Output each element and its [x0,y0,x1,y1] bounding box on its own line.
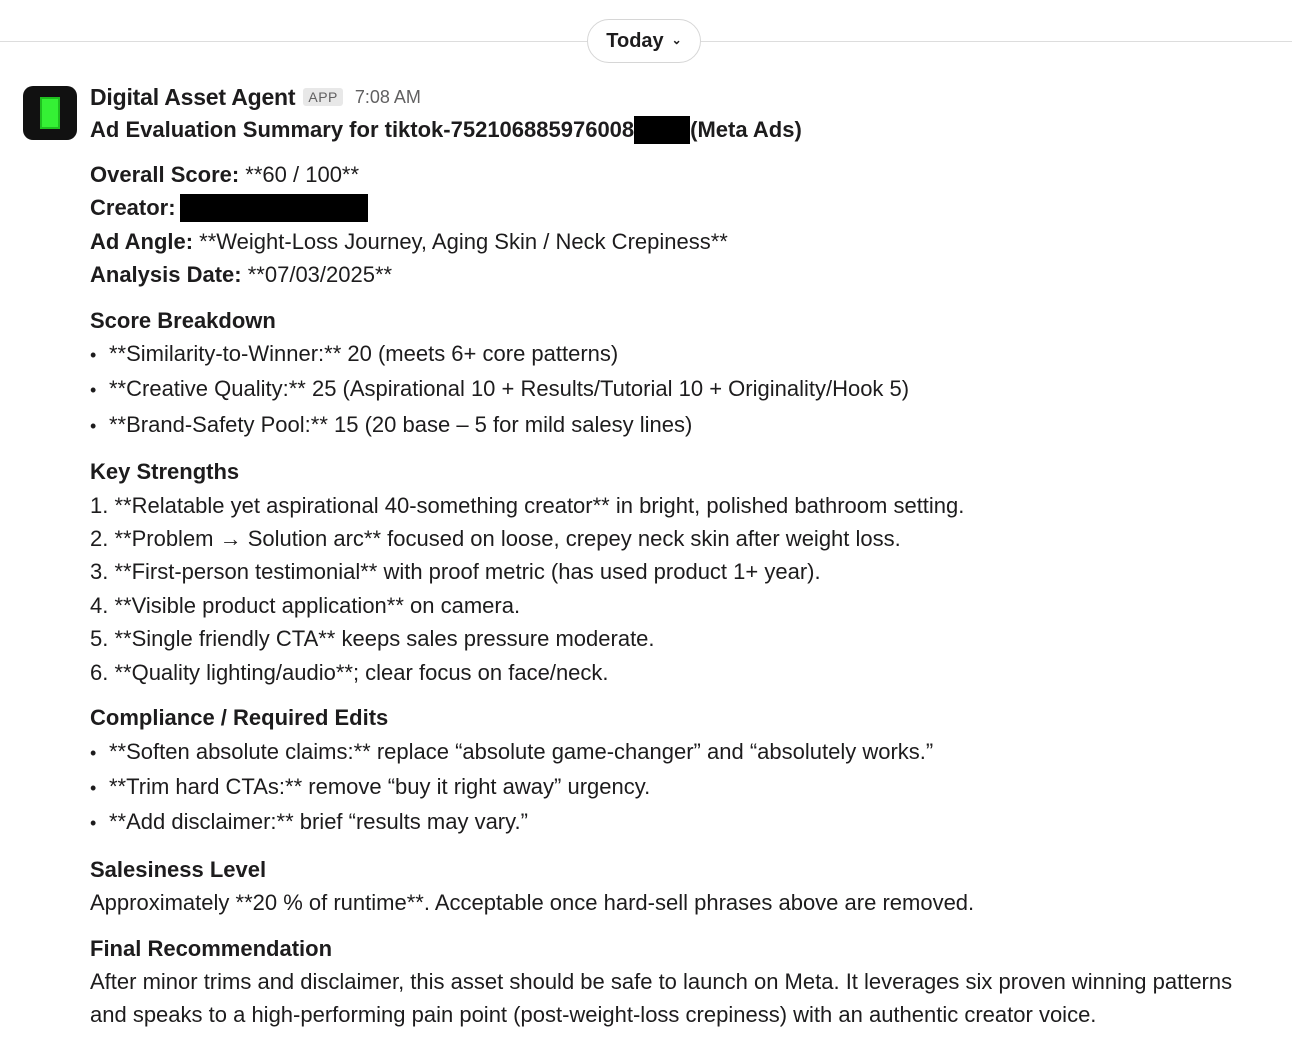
salesiness-section [90,853,1270,920]
list-item: 1. **Relatable yet aspirational 40-something creator** in bright, polished bathroom setting. [90,492,965,518]
list-item: 3. **First-person testimonial** with proof metric (has used product 1+ year). [90,559,821,585]
message-header [90,82,1270,112]
list-item: • **Similarity-to-Winner:** 20 (meets 6+ core patterns) [90,337,1270,372]
list-item: 5. **Single friendly CTA** keeps sales pressure moderate. [90,626,655,652]
avatar[interactable] [23,86,77,140]
app-logo-icon [40,97,60,129]
key-strengths-section [90,455,1270,689]
list-item: 2. **Problem → Solution arc** focused on loose, crepey neck skin after weight loss. [90,526,901,552]
analysis-date-row [90,258,1270,291]
overall-score-value: **60 / 100** [239,162,360,187]
app-badge: APP [303,88,343,106]
ad-angle-value: **Weight-Loss Journey, Aging Skin / Neck Crepiness** [193,228,728,254]
score-breakdown-section [90,304,1270,444]
meta-block [90,158,1270,292]
redaction-box [180,194,368,222]
date-divider-label: Today [606,29,664,52]
list-item: 6. **Quality lighting/audio**; clear focus on face/neck. [90,659,609,685]
section-heading: Score Breakdown [90,307,276,333]
date-divider-button[interactable] [587,19,701,63]
redaction-box [634,116,690,144]
message-timestamp[interactable]: 7:08 AM [354,86,421,107]
section-heading: Compliance / Required Edits [90,705,389,731]
list-item: • **Soften absolute claims:** replace “absolute game-changer” and “absolutely works.” [90,735,1270,770]
analysis-date-value: **07/03/2025** [241,262,393,288]
creator-label: Creator: [90,195,176,221]
final-recommendation-section [90,932,1270,1032]
creator-row [90,191,1270,224]
overall-score-row [90,158,1270,191]
section-heading: Key Strengths [90,459,240,485]
sender-name[interactable]: Digital Asset Agent [90,83,296,110]
salesiness-text: Approximately **20 % of runtime**. Acceptable once hard-sell phrases above are removed. [90,890,975,916]
overall-score-label: Overall Score: [90,162,240,187]
chevron-down-icon: ⌄ [671,33,682,47]
list-item: • **Brand-Safety Pool:** 15 (20 base – 5 for mild salesy lines) [90,408,1270,443]
title-prefix: Ad Evaluation Summary for tiktok-752106885976008 [90,117,635,142]
final-recommendation-text: After minor trims and disclaimer, this asset should be safe to launch on Meta. It leverages six proven winning patterns and speaks to a high-performing pain point (post-weight-loss crepiness) with an authentic creator voice. [90,968,1233,1028]
message-title [90,115,1270,145]
title-suffix: (Meta Ads) [690,117,802,142]
list-item: • **Add disclaimer:** brief “results may vary.” [90,805,1270,840]
ad-angle-label: Ad Angle: [90,228,194,254]
ad-angle-row [90,225,1270,258]
section-heading: Salesiness Level [90,856,267,882]
list-item: • **Creative Quality:** 25 (Aspirational 10 + Results/Tutorial 10 + Originality/Hook 5) [90,372,1270,407]
compliance-section [90,701,1270,841]
section-heading: Final Recommendation [90,935,333,961]
list-item: • **Trim hard CTAs:** remove “buy it right away” urgency. [90,770,1270,805]
analysis-date-label: Analysis Date: [90,262,242,288]
message [90,82,1270,1032]
list-item: 4. **Visible product application** on camera. [90,592,521,618]
